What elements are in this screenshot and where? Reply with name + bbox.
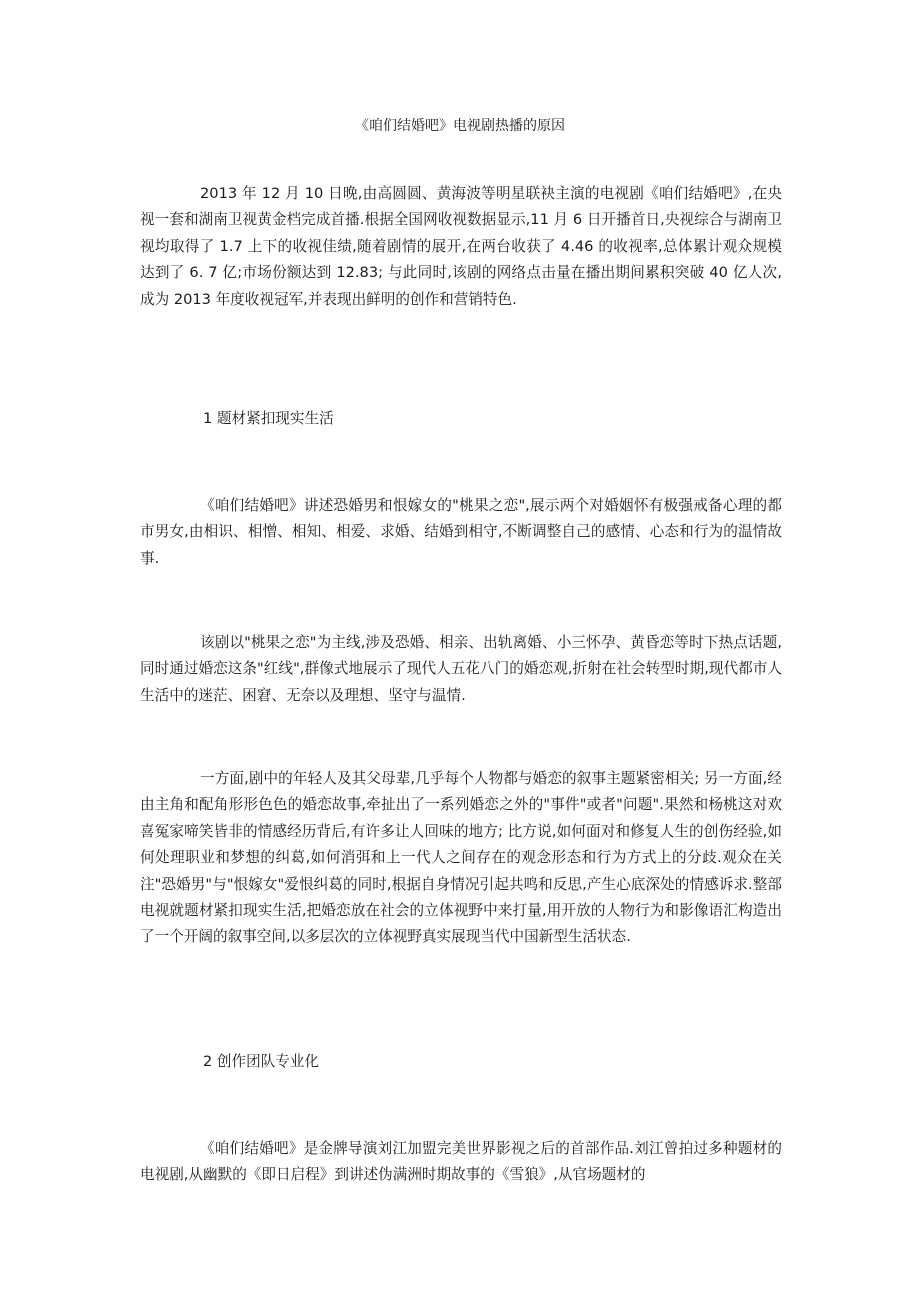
intro-paragraph: 2013 年 12 月 10 日晚,由高圆圆、黄海波等明星联袂主演的电视剧《咱们结婚吧》,在央视一套和湖南卫视黄金档完成首播.根据全国网收视数据显示,11 月 6 日开播首日,央视综合与湖南卫视均取得了 1.7 上下的收视佳绩,随着剧情的展开,在两台收获了 4.46 的收视率,总体累计观众规模达到了 6. 7 亿;市场份额达到 12.83; 与此同时,该剧的网络点击量在播出期间累积突破 40 亿人次,成为 2013 年度收视冠军,并表现出鲜明的创作和营销特色. bbox=[140, 185, 782, 308]
section-2-heading: 2 创作团队专业化 bbox=[203, 1053, 320, 1070]
section-1-heading: 1 题材紧扣现实生活 bbox=[203, 410, 334, 427]
section-1-paragraph-3: 一方面,剧中的年轻人及其父母辈,几乎每个人物都与婚恋的叙事主题紧密相关; 另一方面,经由主角和配角形形色色的婚恋故事,牵扯出了一系列婚恋之外的"事件"或者"问题".果然和杨桃这对欢喜冤家啼笑皆非的情感经历背后,有许多让人回味的地方; 比方说,如何面对和修复人生的创伤经验,如何处理职业和梦想的纠葛,如何消弭和上一代人之间存在的观念形态和行为方式上的分歧.观众在关注"恐婚男"与"恨嫁女"爱恨纠葛的同时,根据自身情况引起共鸣和反思,产生心底深处的情感诉求.整部电视就题材紧扣现实生活,把婚恋放在社会的立体视野中来打量,用开放的人物行为和影像语汇构造出了一个开阔的叙事空间,以多层次的立体视野真实展现当代中国新型生活状态. bbox=[140, 770, 782, 946]
section-1-paragraph-1: 《咱们结婚吧》讲述恐婚男和恨嫁女的"桃果之恋",展示两个对婚姻怀有极强戒备心理的都市男女,由相识、相憎、相知、相爱、求婚、结婚到相守,不断调整自己的感情、心态和行为的温情故事. bbox=[140, 497, 782, 567]
document-title: 《咱们结婚吧》电视剧热播的原因 bbox=[355, 118, 565, 134]
section-2-paragraph-1: 《咱们结婚吧》是金牌导演刘江加盟完美世界影视之后的首部作品.刘江曾拍过多种题材的电视剧,从幽默的《即日启程》到讲述伪满洲时期故事的《雪狼》,从官场题材的 bbox=[140, 1140, 782, 1184]
section-1-paragraph-2: 该剧以"桃果之恋"为主线,涉及恐婚、相亲、出轨离婚、小三怀孕、黄昏恋等时下热点话题,同时通过婚恋这条"红线",群像式地展示了现代人五花八门的婚恋观,折射在社会转型时期,现代都市人生活中的迷茫、困窘、无奈以及理想、坚守与温情. bbox=[140, 634, 782, 704]
